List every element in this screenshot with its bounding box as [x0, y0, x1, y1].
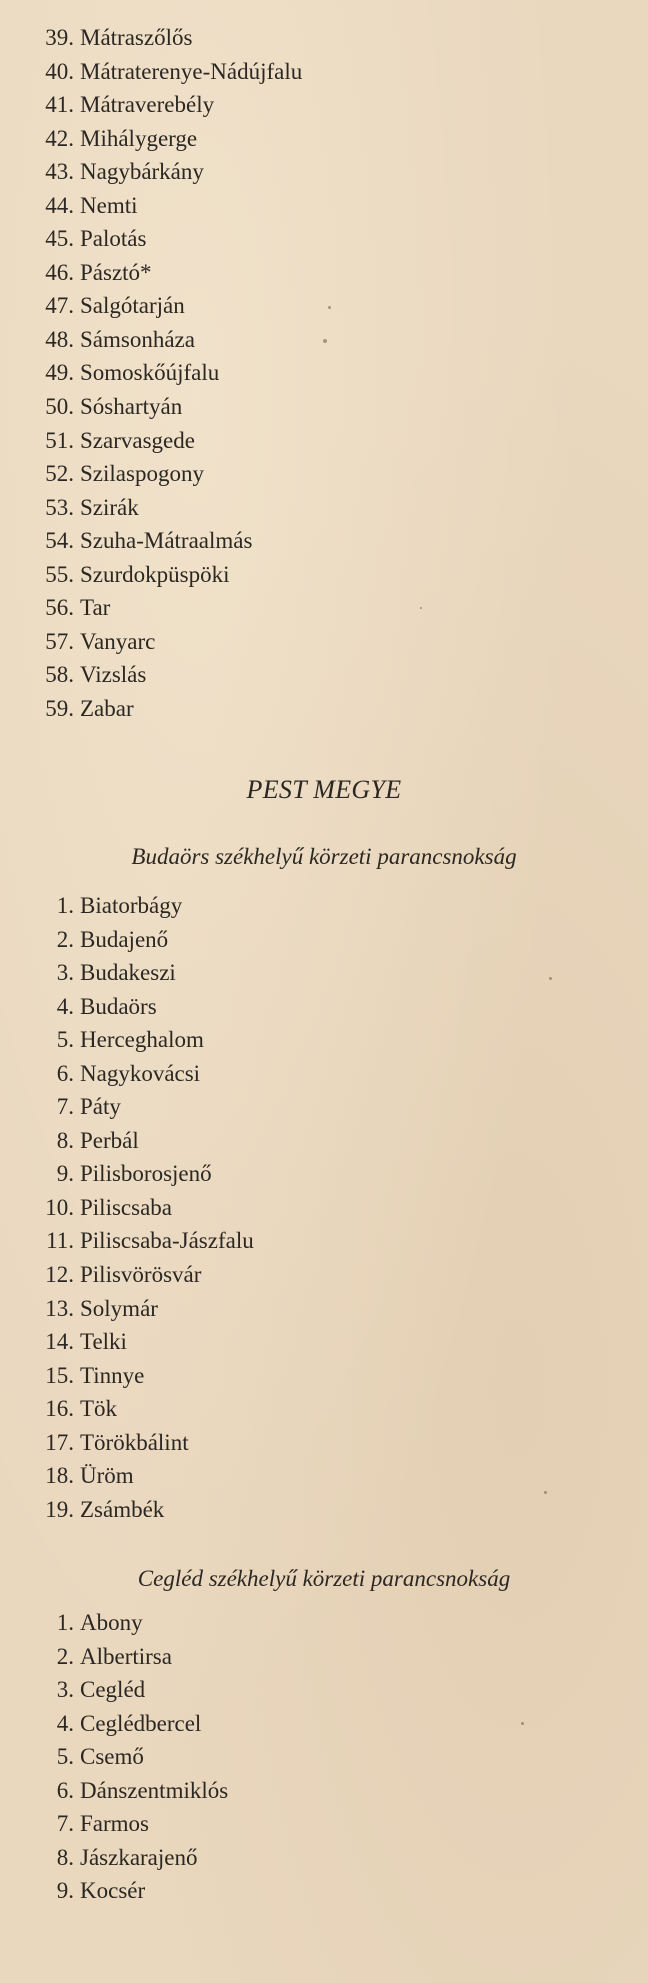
municipality-name: Páty — [80, 1094, 121, 1120]
municipality-name: Jászkarajenő — [80, 1844, 198, 1870]
municipality-name: Üröm — [80, 1463, 134, 1489]
list-item — [0, 1023, 254, 1057]
list-item — [0, 1292, 254, 1326]
municipality-name: Tök — [80, 1396, 118, 1422]
item-number: 11. — [46, 1228, 74, 1254]
municipality-name: Tar — [80, 595, 111, 621]
list-item — [0, 88, 302, 122]
municipality-name: Cegléd — [80, 1677, 146, 1703]
item-number: 8. — [56, 1127, 74, 1153]
list-item — [0, 990, 254, 1024]
item-number: 41. — [45, 92, 74, 118]
item-number: 7. — [56, 1094, 74, 1120]
item-number: 42. — [45, 125, 74, 151]
list-item — [0, 1392, 254, 1426]
list-item — [0, 558, 302, 592]
list-item — [0, 1841, 228, 1875]
municipality-name: Nemti — [80, 192, 138, 218]
scan-speck — [323, 339, 327, 343]
item-number: 9. — [56, 1161, 74, 1187]
list-item — [0, 390, 302, 424]
item-number: 2. — [56, 926, 74, 952]
item-number: 39. — [45, 25, 74, 50]
municipality-name: Pásztó* — [80, 259, 152, 285]
municipality-name: Dánszentmiklós — [80, 1777, 229, 1803]
item-number: 6. — [56, 1777, 74, 1803]
scan-speck — [420, 607, 422, 609]
list-item — [0, 1707, 228, 1741]
item-number: 3. — [56, 960, 74, 986]
item-number: 50. — [45, 394, 74, 420]
list-item — [0, 356, 302, 390]
list-item — [0, 1874, 228, 1908]
list-item — [0, 1325, 254, 1359]
item-number: 15. — [45, 1362, 74, 1388]
list-item — [0, 1258, 254, 1292]
municipality-name: Piliscsaba-Jászfalu — [80, 1228, 254, 1254]
item-number: 1. — [56, 1610, 74, 1635]
list-item — [0, 289, 302, 323]
municipality-name: Ceglédbercel — [80, 1710, 202, 1736]
municipality-name: Mátraverebély — [80, 92, 215, 118]
municipality-name: Szirák — [80, 494, 139, 520]
municipality-name: Perbál — [80, 1127, 139, 1153]
budaors-municipality-list — [0, 889, 254, 1526]
municipality-name: Zsámbék — [80, 1496, 165, 1522]
list-item — [0, 1640, 228, 1674]
list-item — [0, 1157, 254, 1191]
list-item — [0, 1359, 254, 1393]
municipality-name: Csemő — [80, 1744, 144, 1770]
item-number: 1. — [56, 893, 74, 918]
municipality-name: Piliscsaba — [80, 1194, 172, 1220]
cegled-municipality-list — [0, 1606, 228, 1908]
item-number: 19. — [45, 1496, 74, 1522]
municipality-name: Tinnye — [80, 1362, 145, 1388]
municipality-name: Vizslás — [80, 662, 147, 688]
list-item — [0, 55, 302, 89]
municipality-name: Törökbálint — [80, 1429, 189, 1455]
list-item — [0, 524, 302, 558]
municipality-name: Nagykovácsi — [80, 1060, 201, 1086]
list-item — [0, 21, 302, 55]
municipality-name: Farmos — [80, 1811, 149, 1837]
list-item — [0, 491, 302, 525]
list-item — [0, 1090, 254, 1124]
municipality-name: Mátraterenye-Nádújfalu — [80, 58, 303, 84]
municipality-name: Abony — [80, 1610, 143, 1635]
item-number: 59. — [45, 695, 74, 721]
list-item — [0, 1057, 254, 1091]
item-number: 14. — [45, 1329, 74, 1355]
cegled-district-heading: Cegléd székhelyű körzeti parancsnokság — [137, 1566, 511, 1591]
item-number: 55. — [45, 561, 74, 587]
item-number: 45. — [45, 226, 74, 252]
list-item — [0, 256, 302, 290]
item-number: 3. — [56, 1677, 74, 1703]
item-number: 5. — [56, 1744, 74, 1770]
item-number: 4. — [56, 993, 74, 1019]
item-number: 58. — [45, 662, 74, 688]
list-item — [0, 1191, 254, 1225]
municipality-name: Salgótarján — [80, 293, 185, 319]
municipality-name: Pilisvörösvár — [80, 1262, 202, 1288]
municipality-name: Sámsonháza — [80, 326, 195, 352]
item-number: 17. — [45, 1429, 74, 1455]
municipality-name: Solymár — [80, 1295, 158, 1321]
list-item — [0, 658, 302, 692]
municipality-name: Telki — [80, 1329, 127, 1355]
item-number: 44. — [45, 192, 74, 218]
item-number: 2. — [56, 1643, 74, 1669]
item-number: 6. — [56, 1060, 74, 1086]
scan-speck — [328, 306, 331, 309]
list-item — [0, 1426, 254, 1460]
municipality-name: Mihálygerge — [80, 125, 198, 151]
municipality-name: Biatorbágy — [80, 893, 183, 918]
list-item — [0, 923, 254, 957]
municipality-name: Vanyarc — [80, 628, 156, 654]
municipality-name: Budakeszi — [80, 960, 176, 986]
item-number: 57. — [45, 628, 74, 654]
county-heading: PEST MEGYE — [246, 775, 402, 804]
list-item — [0, 1673, 228, 1707]
list-item — [0, 1459, 254, 1493]
item-number: 56. — [45, 595, 74, 621]
item-number: 18. — [45, 1463, 74, 1489]
list-item — [0, 591, 302, 625]
list-item — [0, 1493, 254, 1527]
municipality-name: Budajenő — [80, 926, 169, 952]
budaors-district-heading: Budaörs székhelyű körzeti parancsnokság — [131, 844, 517, 869]
municipality-name: Albertirsa — [80, 1643, 172, 1669]
list-item — [0, 956, 254, 990]
item-number: 49. — [45, 360, 74, 386]
list-item — [0, 1606, 228, 1640]
scan-speck — [521, 1722, 524, 1725]
municipality-name: Szarvasgede — [80, 427, 195, 453]
item-number: 53. — [45, 494, 74, 520]
municipality-name: Mátraszőlős — [80, 25, 193, 50]
item-number: 12. — [45, 1262, 74, 1288]
municipality-name: Nagybárkány — [80, 159, 204, 185]
item-number: 5. — [56, 1027, 74, 1053]
scan-speck — [549, 977, 552, 980]
item-number: 51. — [45, 427, 74, 453]
list-item — [0, 457, 302, 491]
list-item — [0, 323, 302, 357]
list-item — [0, 189, 302, 223]
municipality-name: Zabar — [80, 695, 134, 721]
item-number: 54. — [45, 528, 74, 554]
municipality-name: Szilaspogony — [80, 461, 204, 487]
municipality-name: Sóshartyán — [80, 394, 183, 420]
list-item — [0, 424, 302, 458]
item-number: 10. — [45, 1194, 74, 1220]
municipality-name: Herceghalom — [80, 1027, 204, 1053]
item-number: 8. — [56, 1844, 74, 1870]
municipality-name: Pilisborosjenő — [80, 1161, 212, 1187]
list-item — [0, 1224, 254, 1258]
list-item — [0, 122, 302, 156]
municipality-name: Somoskőújfalu — [80, 360, 220, 386]
municipality-name: Budaörs — [80, 993, 157, 1019]
item-number: 47. — [45, 293, 74, 319]
item-number: 52. — [45, 461, 74, 487]
list-item — [0, 1807, 228, 1841]
list-item — [0, 155, 302, 189]
item-number: 13. — [45, 1295, 74, 1321]
scan-speck — [544, 1491, 547, 1494]
item-number: 16. — [45, 1396, 74, 1422]
list-item — [0, 1124, 254, 1158]
item-number: 40. — [45, 58, 74, 84]
list-item — [0, 222, 302, 256]
item-number: 9. — [56, 1878, 74, 1904]
item-number: 4. — [56, 1710, 74, 1736]
municipality-name: Szuha-Mátraalmás — [80, 528, 253, 554]
list-item — [0, 889, 254, 923]
item-number: 43. — [45, 159, 74, 185]
item-number: 7. — [56, 1811, 74, 1837]
municipality-name: Kocsér — [80, 1878, 146, 1904]
municipality-name: Palotás — [80, 226, 147, 252]
item-number: 46. — [45, 259, 74, 285]
item-number: 48. — [45, 326, 74, 352]
list-item — [0, 625, 302, 659]
list-item — [0, 1740, 228, 1774]
municipality-list-continued — [0, 21, 302, 725]
list-item — [0, 692, 302, 726]
municipality-name: Szurdokpüspöki — [80, 561, 230, 587]
list-item — [0, 1774, 228, 1808]
